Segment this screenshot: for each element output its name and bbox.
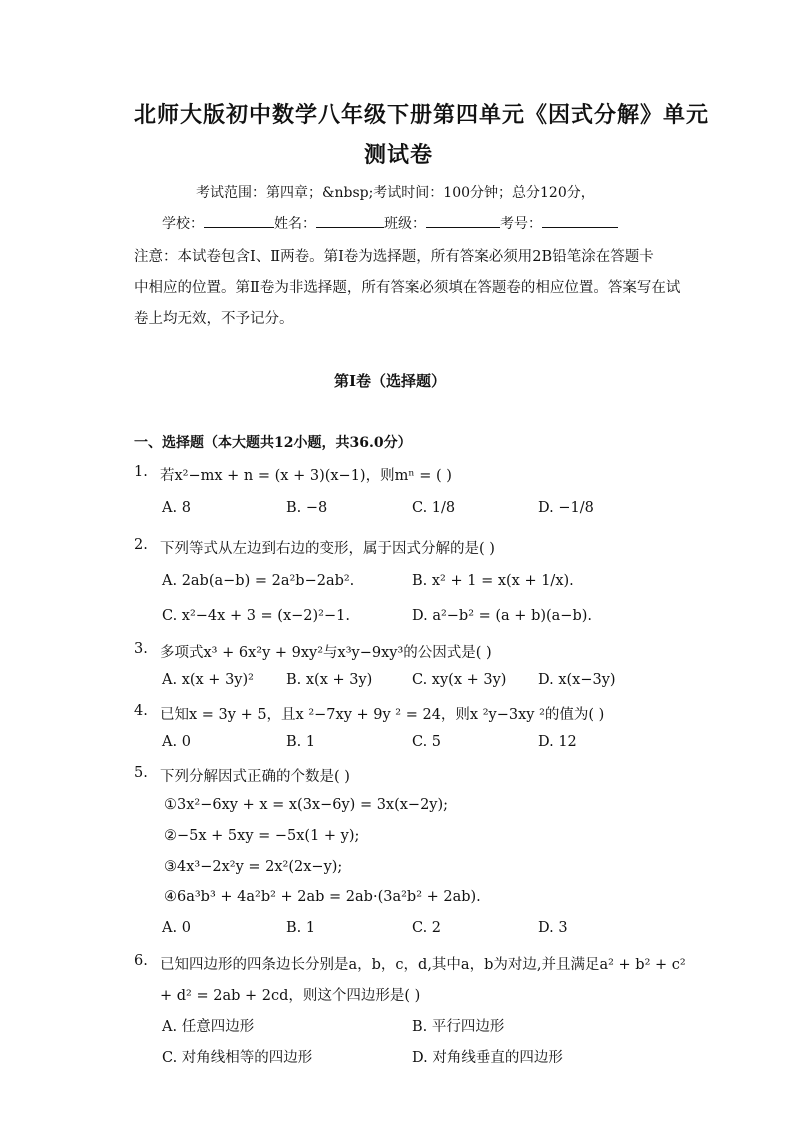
- question-4-option-d[interactable]: D. 12: [538, 734, 577, 750]
- question-1-option-d[interactable]: D. −1/8: [538, 500, 594, 516]
- question-3-number: 3.: [134, 641, 148, 657]
- question-1-number: 1.: [134, 464, 148, 480]
- question-6-option-d[interactable]: D. 对角线垂直的四边形: [412, 1050, 563, 1066]
- question-2-stem: 下列等式从左边到右边的变形，属于因式分解的是( ): [160, 541, 495, 557]
- school-label: 学校：: [162, 216, 204, 232]
- question-5-item-4: ④6a³b³ + 4a²b² + 2ab = 2ab·(3a²b² + 2ab).: [164, 889, 481, 905]
- page-title-line1: 北师大版初中数学八年级下册第四单元《因式分解》单元: [134, 102, 710, 128]
- question-5-item-1: ①3x²−6xy + x = x(3x−6y) = 3x(x−2y);: [164, 797, 449, 813]
- number-blank[interactable]: [542, 213, 618, 228]
- question-5-stem: 下列分解因式正确的个数是( ): [160, 769, 350, 785]
- question-6-number: 6.: [134, 953, 148, 969]
- question-5-option-d[interactable]: D. 3: [538, 920, 568, 936]
- exam-info: 考试范围：第四章；&nbsp;考试时间：100分钟；总分120分，: [196, 185, 595, 201]
- question-6-stem: 已知四边形的四条边长分别是a，b，c，d,其中a，b为对边,并且满足a² + b² + c²: [160, 957, 686, 973]
- question-3-option-a[interactable]: A. x(x + 3y)²: [162, 672, 254, 688]
- question-4-stem: 已知x = 3y + 5，且x ²−7xy + 9y ² = 24，则x ²y−3xy ²的值为( ): [160, 707, 605, 723]
- question-5-option-a[interactable]: A. 0: [162, 920, 191, 936]
- page-title-line2: 测试卷: [364, 142, 434, 168]
- question-2-option-a[interactable]: A. 2ab(a−b) = 2a²b−2ab².: [162, 573, 355, 589]
- student-info-line: [162, 213, 618, 233]
- question-4-number: 4.: [134, 703, 148, 719]
- name-label: 姓名：: [274, 216, 316, 232]
- school-blank[interactable]: [204, 213, 274, 228]
- question-5-option-c[interactable]: C. 2: [412, 920, 442, 936]
- class-label: 班级：: [384, 216, 426, 232]
- number-label: 考号：: [500, 216, 542, 232]
- question-6-option-c[interactable]: C. 对角线相等的四边形: [162, 1050, 313, 1066]
- question-3-option-d[interactable]: D. x(x−3y): [538, 672, 616, 688]
- question-5-number: 5.: [134, 765, 148, 781]
- question-4-option-b[interactable]: B. 1: [286, 734, 316, 750]
- class-blank[interactable]: [426, 213, 500, 228]
- question-5-option-b[interactable]: B. 1: [286, 920, 316, 936]
- question-2-option-c[interactable]: C. x²−4x + 3 = (x−2)²−1.: [162, 608, 350, 624]
- question-1-option-a[interactable]: A. 8: [162, 500, 191, 516]
- question-1-stem: 若x²−mx + n = (x + 3)(x−1)，则mⁿ = ( ): [160, 468, 452, 484]
- section1-title: 一、选择题（本大题共12小题，共36.0分）: [134, 435, 412, 451]
- question-5-item-3: ③4x³−2x²y = 2x²(2x−y);: [164, 859, 343, 875]
- notice-line-1: 注意：本试卷包含Ⅰ、Ⅱ两卷。第Ⅰ卷为选择题，所有答案必须用2B铅笔涂在答题卡: [134, 249, 654, 265]
- question-2-number: 2.: [134, 537, 148, 553]
- question-2-option-d[interactable]: D. a²−b² = (a + b)(a−b).: [412, 608, 593, 624]
- question-3-stem: 多项式x³ + 6x²y + 9xy²与x³y−9xy³的公因式是( ): [160, 645, 492, 661]
- part1-title: 第Ⅰ卷（选择题）: [334, 372, 447, 390]
- notice-line-3: 卷上均无效，不予记分。: [134, 311, 294, 327]
- question-3-option-b[interactable]: B. x(x + 3y): [286, 672, 373, 688]
- question-4-option-c[interactable]: C. 5: [412, 734, 442, 750]
- question-4-option-a[interactable]: A. 0: [162, 734, 191, 750]
- question-3-option-c[interactable]: C. xy(x + 3y): [412, 672, 507, 688]
- question-6-option-b[interactable]: B. 平行四边形: [412, 1019, 505, 1035]
- question-1-option-b[interactable]: B. −8: [286, 500, 328, 516]
- question-2-option-b[interactable]: B. x² + 1 = x(x + 1/x).: [412, 573, 574, 589]
- notice-line-2: 中相应的位置。第Ⅱ卷为非选择题，所有答案必须填在答题卷的相应位置。答案写在试: [134, 280, 681, 296]
- question-6-option-a[interactable]: A. 任意四边形: [162, 1019, 255, 1035]
- question-1-option-c[interactable]: C. 1/8: [412, 500, 456, 516]
- name-blank[interactable]: [316, 213, 384, 228]
- question-6-stem-continued: + d² = 2ab + 2cd，则这个四边形是( ): [160, 988, 421, 1004]
- question-5-item-2: ②−5x + 5xy = −5x(1 + y);: [164, 828, 360, 844]
